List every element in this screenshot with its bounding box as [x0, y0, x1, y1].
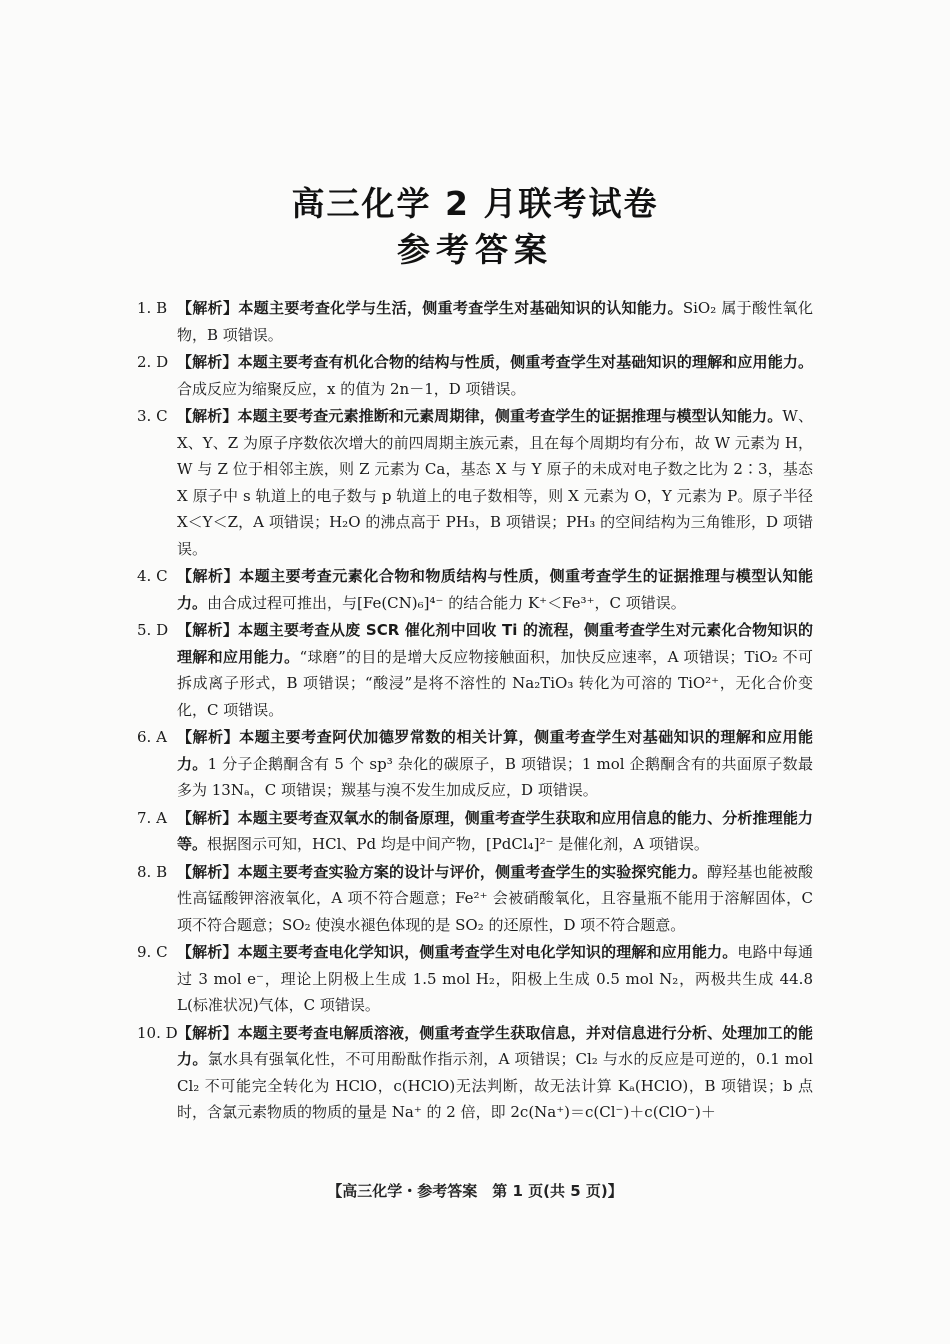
- analysis-body: 合成反应为缩聚反应，x 的值为 2n－1，D 项错误。: [177, 379, 526, 398]
- analysis-body: 1 分子企鹅酮含有 5 个 sp³ 杂化的碳原子，B 项错误；1 mol 企鹅酮含有的共面原子数最多为 13Nₐ，C 项错误；羰基与溴不发生加成反应，D 项错误。: [177, 754, 813, 799]
- answer-item: [137, 939, 813, 1019]
- analysis-lead: 本题主要考查有机化合物的结构与性质，侧重考查学生对基础知识的理解和应用能力。: [237, 353, 813, 371]
- analysis-body: 醇羟基也能被酸性高锰酸钾溶液氧化，A 项不符合题意；Fe²⁺ 会被硝酸氧化，且容量瓶不能用于溶解固体，C 项不符合题意；SO₂ 使溴水褪色体现的是 SO₂ 的还原性，D 项不符合题意。: [177, 862, 813, 934]
- analysis-tag: 【解析】: [177, 862, 238, 881]
- analysis-tag: 【解析】: [177, 353, 238, 371]
- analysis-body: SiO₂ 属于酸性氧化物，B 项错误。: [177, 299, 813, 344]
- analysis-body: 由合成过程可推出，与[Fe(CN)₆]⁴⁻ 的结合能力 K⁺＜Fe³⁺，C 项错误。: [207, 593, 686, 612]
- analysis-tag: 【解析】: [177, 407, 238, 425]
- answer-item: [137, 403, 813, 562]
- answer-number: 10. D: [137, 1023, 178, 1042]
- answer-item: [137, 617, 813, 723]
- answer-item: [137, 724, 813, 804]
- analysis-lead: 本题主要考查实验方案的设计与评价，侧重考查学生的实验探究能力。: [237, 862, 708, 881]
- answer-list: [137, 295, 813, 1127]
- analysis-tag: 【解析】: [177, 621, 239, 639]
- analysis-tag: 【解析】: [177, 299, 239, 317]
- analysis-lead: 本题主要考查电化学知识，侧重考查学生对电化学知识的理解和应用能力。: [237, 943, 738, 961]
- answer-number: 1. B: [137, 299, 168, 317]
- analysis-body: 电路中每通过 3 mol e⁻，理论上阴极上生成 1.5 mol H₂，阳极上生成 0.5 mol N₂，两极共生成 44.8 L(标准状况)气体，C 项错误。: [177, 943, 813, 1014]
- answer-item: [137, 295, 813, 348]
- page-footer: 【高三化学・参考答案 第 1 页(共 5 页)】: [327, 1182, 623, 1200]
- analysis-lead: 本题主要考查元素化合物和物质结构与性质，侧重考查学生的证据推理与模型认知能力。: [177, 567, 813, 612]
- answer-number: 2. D: [137, 353, 169, 371]
- analysis-tag: 【解析】: [177, 1023, 238, 1042]
- analysis-lead: 本题主要考查化学与生活，侧重考查学生对基础知识的认知能力。: [238, 299, 683, 317]
- answer-number: 5. D: [137, 621, 169, 639]
- answer-number: 4. C: [137, 567, 168, 585]
- analysis-lead: 本题主要考查元素推断和元素周期律，侧重考查学生的证据推理与模型认知能力。: [237, 407, 783, 425]
- analysis-tag: 【解析】: [177, 567, 240, 585]
- page-title: 高三化学 2 月联考试卷: [291, 184, 659, 223]
- analysis-body: 氯水具有强氧化性，不可用酚酞作指示剂，A 项错误；Cl₂ 与水的反应是可逆的，0.1 mol Cl₂ 不可能完全转化为 HClO，c(HClO)无法判断，故无法计算 Kₐ(HClO)，B 项错误；b 点时，含氯元素物质的物质的量是 Na⁺ 的 2 倍，即 2c(Na⁺)＝c(Cl⁻)＋c(ClO⁻)＋: [177, 1050, 813, 1121]
- answer-item: [137, 563, 813, 616]
- analysis-tag: 【解析】: [177, 808, 238, 827]
- analysis-tag: 【解析】: [177, 943, 238, 961]
- analysis-lead: 本题主要考查从废 SCR 催化剂中回收 Ti 的流程，侧重考查学生对元素化合物知识的理解和应用能力。: [177, 621, 813, 666]
- answer-item: [137, 1020, 813, 1126]
- answer-number: 9. C: [137, 943, 168, 961]
- answer-item: [137, 859, 813, 939]
- analysis-lead: 本题主要考查双氧水的制备原理，侧重考查学生获取和应用信息的能力、分析推理能力等。: [177, 808, 813, 853]
- answer-number: 7. A: [137, 808, 167, 827]
- analysis-body: W、X、Y、Z 为原子序数依次增大的前四周期主族元素，且在每个周期均有分布，故 W 元素为 H，W 与 Z 位于相邻主族，则 Z 元素为 Ca，基态 X 与 Y 原子的未成对电子数之比为 2∶3，基态 X 原子中 s 轨道上的电子数与 p 轨道上的电子数相等，则 X 元素为 O，Y 元素为 P。原子半径 X＜Y＜Z，A 项错误；H₂O 的沸点高于 PH₃，B 项错误；PH₃ 的空间结构为三角锥形，D 项错误。: [177, 407, 813, 558]
- answer-item: [137, 805, 813, 858]
- page-subtitle: 参考答案: [397, 230, 553, 269]
- analysis-lead: 本题主要考查电解质溶液，侧重考查学生获取信息，并对信息进行分析、处理加工的能力。: [177, 1023, 813, 1068]
- answer-number: 8. B: [137, 862, 168, 881]
- analysis-body: 根据图示可知，HCl、Pd 均是中间产物，[PdCl₄]²⁻ 是催化剂，A 项错误。: [207, 835, 709, 853]
- analysis-tag: 【解析】: [177, 728, 240, 746]
- analysis-lead: 本题主要考查阿伏加德罗常数的相关计算，侧重考查学生对基础知识的理解和应用能力。: [177, 728, 813, 773]
- analysis-body: “球磨”的目的是增大反应物接触面积，加快反应速率，A 项错误；TiO₂ 不可拆成离子形式，B 项错误；“酸浸”是将不溶性的 Na₂TiO₃ 转化为可溶的 TiO²⁺，无化合价变化，C 项错误。: [177, 647, 813, 719]
- answer-number: 3. C: [137, 407, 168, 425]
- answer-number: 6. A: [137, 728, 167, 746]
- answer-item: [137, 349, 813, 402]
